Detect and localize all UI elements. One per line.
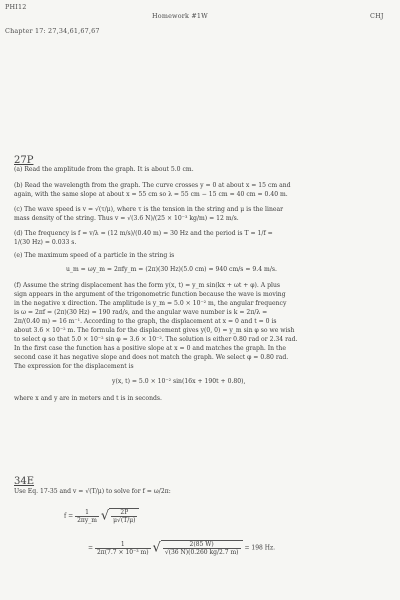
equation-frequency-symbolic [64,508,139,524]
part-d-line-1: (d) The frequency is f = v/λ = (12 m/s)/(0.40 m) = 30 Hz and the period is T = 1/f = [14,230,273,237]
eq1-inner-denominator: μ√(T/μ) [113,517,136,524]
eq2-sqrt [153,540,243,556]
author-initials: CHJ [370,12,384,20]
eq2-inner-numerator: 2(85 W) [163,541,241,549]
part-f-line-8: In the first case the function has a positive slope at x = 0 and matches the graph. In the [14,345,286,352]
part-f-line-2: sign appears in the argument of the trigonometric function because the wave is moving [14,291,286,298]
course-code: PHI12 [5,3,27,11]
part-a-text: (a) Read the amplitude from the graph. It is about 5.0 cm. [14,166,194,173]
part-f-line-1: (f) Assume the string displacement has the form y(x, t) = y_m sin(kx + ωt + φ). A plus [14,282,281,289]
eq2-fraction [95,541,151,556]
homework-title: Homework #1W [152,12,208,20]
sqrt-icon: √ [100,508,110,524]
eq1-fraction [75,509,99,524]
part-b-line-1: (b) Read the wavelength from the graph. The curve crosses y = 0 at about x = 15 cm and [14,182,291,189]
part-f-equation: y(x, t) = 5.0 × 10⁻² sin(16x + 190t + 0.80), [112,378,246,385]
equation-frequency-numeric [88,540,275,556]
problem-34e-intro: Use Eq. 17-35 and v = √(T/μ) to solve for f = ω/2π: [14,488,171,495]
part-c-line-1: (c) The wave speed is v = √(τ/μ), where τ is the tension in the string and μ is the linear [14,206,284,213]
eq1-numerator: 1 [75,509,99,517]
problem-number-27p: 27P [14,155,34,166]
part-f-line-11: where x and y are in meters and t is in seconds. [14,395,162,402]
eq2-inner-denominator: √(36 N)(0.260 kg/2.7 m) [164,549,239,556]
eq1-sqrt [101,508,140,524]
part-f-line-9: second case it has negative slope and does not match the graph. We select φ = 0.80 rad. [14,354,289,361]
part-f-line-4: is ω = 2πf = (2π)(30 Hz) = 190 rad/s, and the angular wave number is k = 2π/λ = [14,309,268,316]
eq2-numerator: 1 [95,541,151,549]
part-f-line-5: 2π/(0.40 m) = 16 m⁻¹. According to the graph, the displacement at x = 0 and t = 0 is [14,318,277,325]
problem-number-34e: 34E [14,476,35,487]
sqrt-icon: √ [152,540,161,556]
part-f-line-10: The expression for the displacement is [14,363,134,370]
eq2-lhs: = [88,544,94,552]
part-e-line-1: (e) The maximum speed of a particle in the string is [14,252,175,259]
part-f-line-3: in the negative x direction. The amplitude is y_m = 5.0 × 10⁻² m, the angular frequency [14,300,287,307]
eq1-lhs: f = [64,512,74,520]
part-e-equation: u_m = ωy_m = 2πfy_m = (2π)(30 Hz)(5.0 cm) = 940 cm/s = 9.4 m/s. [66,266,277,273]
eq2-result: = 198 Hz. [244,544,276,552]
part-d-line-2: 1/(30 Hz) = 0.033 s. [14,239,77,246]
eq1-denominator: 2πy_m [77,516,97,524]
part-b-line-2: again, with the same slope at about x = 55 cm so λ = 55 cm − 15 cm = 40 cm = 0.40 m. [14,191,288,198]
chapter-list: Chapter 17: 27,34,61,67,67 [5,27,100,35]
part-f-line-7: to select φ so that 5.0 × 10⁻² sin φ = 3.6 × 10⁻². The solution is either 0.80 rad or 2.34 rad. [14,336,298,343]
eq2-inner-fraction [163,541,241,556]
part-c-line-2: mass density of the string. Thus v = √(3.6 N)/(25 × 10⁻³ kg/m) = 12 m/s. [14,215,239,222]
eq1-inner-fraction [111,509,137,524]
part-f-line-6: about 3.6 × 10⁻² m. The formula for the displacement gives y(0, 0) = y_m sin φ so we wish [14,327,295,334]
eq1-inner-numerator: 2P [111,509,137,517]
eq2-denominator: 2π(7.7 × 10⁻³ m) [96,548,149,556]
